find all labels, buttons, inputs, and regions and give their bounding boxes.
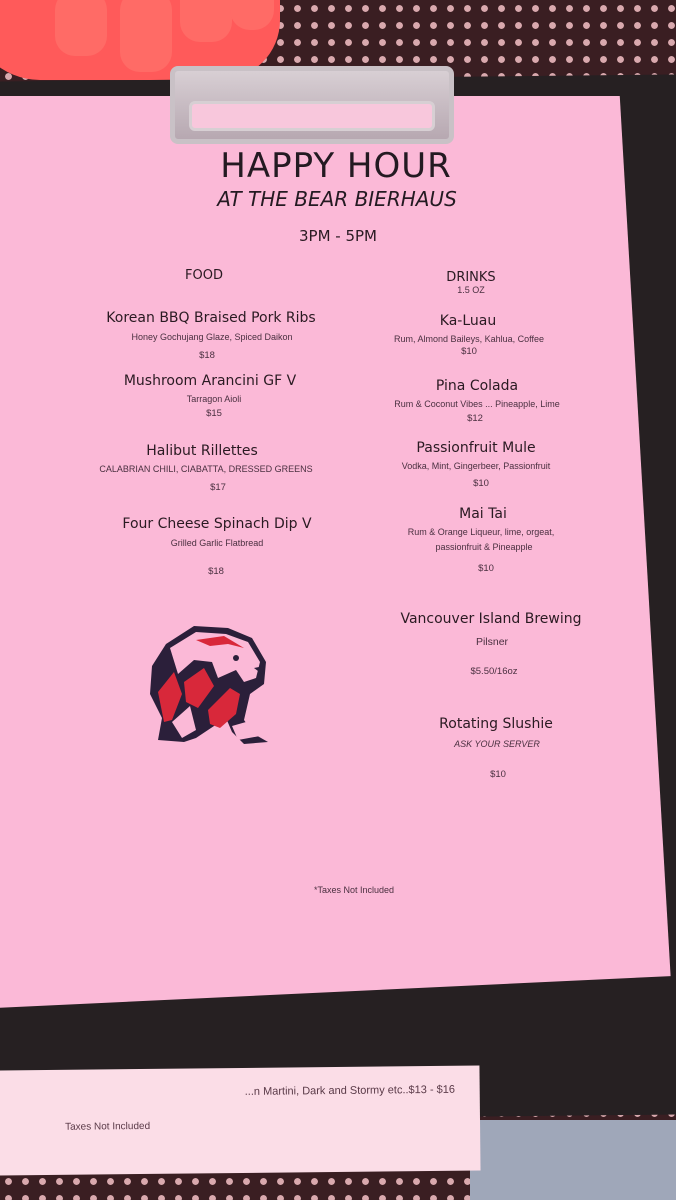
drink-item-desc: Pilsner	[475, 636, 509, 648]
menu-subtitle: AT THE BEAR BIERHAUS	[217, 187, 457, 211]
drink-item-desc: passionfruit & Pineapple	[435, 542, 533, 552]
drink-item-price: $10	[461, 346, 477, 357]
finger	[55, 0, 107, 56]
clip-inner-loop	[189, 101, 435, 131]
drink-item-price: $10	[490, 769, 506, 780]
food-item-price: $17	[210, 482, 226, 493]
food-item-desc: Grilled Garlic Flatbread	[170, 538, 264, 548]
drinks-heading: DRINKS	[446, 270, 496, 285]
clipboard-clip	[170, 66, 454, 144]
drink-item-name: Ka-Luau	[439, 313, 497, 329]
lower-menu-sheet	[0, 1065, 481, 1175]
drink-item-name: Passionfruit Mule	[416, 440, 536, 456]
food-item-price: $18	[199, 350, 215, 361]
food-heading: FOOD	[185, 268, 223, 283]
drink-item-desc: Rum & Orange Liqueur, lime, orgeat,	[407, 527, 555, 537]
menu-title: HAPPY HOUR	[220, 146, 452, 186]
jeans	[470, 1120, 676, 1200]
drink-item-name: Vancouver Island Brewing	[400, 611, 582, 627]
drink-item-price: $10	[478, 563, 494, 574]
food-item-price: $15	[206, 408, 222, 419]
lower-sheet-footnote: Taxes Not Included	[65, 1120, 151, 1133]
lower-sheet-line: ...n Martini, Dark and Stormy etc..$13 - $16	[244, 1083, 456, 1098]
menu-hours: 3PM - 5PM	[298, 227, 378, 245]
drink-item-name: Rotating Slushie	[439, 716, 553, 732]
drink-item-desc: Rum & Coconut Vibes ... Pineapple, Lime	[394, 399, 560, 409]
food-item-name: Mushroom Arancini GF V	[123, 373, 297, 389]
food-item-price: $18	[208, 566, 224, 577]
taxes-footnote: *Taxes Not Included	[313, 885, 395, 895]
drink-item-desc: ASK YOUR SERVER	[454, 739, 540, 749]
drink-item-price: $10	[473, 478, 489, 489]
food-item-name: Korean BBQ Braised Pork Ribs	[106, 310, 316, 326]
finger	[120, 0, 172, 72]
finger	[180, 0, 232, 42]
drink-item-name: Mai Tai	[459, 506, 507, 522]
food-item-name: Four Cheese Spinach Dip V	[122, 516, 312, 532]
drinks-subheading: 1.5 OZ	[457, 285, 485, 295]
polar-bear-icon	[148, 622, 270, 746]
drink-item-desc: Vodka, Mint, Gingerbeer, Passionfruit	[401, 461, 551, 471]
drink-item-price: $12	[467, 413, 483, 424]
food-item-desc: CALABRIAN CHILI, CIABATTA, DRESSED GREENS	[99, 464, 313, 474]
food-item-desc: Honey Gochujang Glaze, Spiced Daikon	[131, 332, 293, 342]
food-item-name: Halibut Rillettes	[146, 443, 258, 459]
drink-item-name: Pina Colada	[435, 378, 519, 394]
food-item-desc: Tarragon Aioli	[186, 394, 242, 404]
drink-item-desc: Rum, Almond Baileys, Kahlua, Coffee	[394, 334, 544, 344]
drink-item-price: $5.50/16oz	[470, 666, 518, 677]
